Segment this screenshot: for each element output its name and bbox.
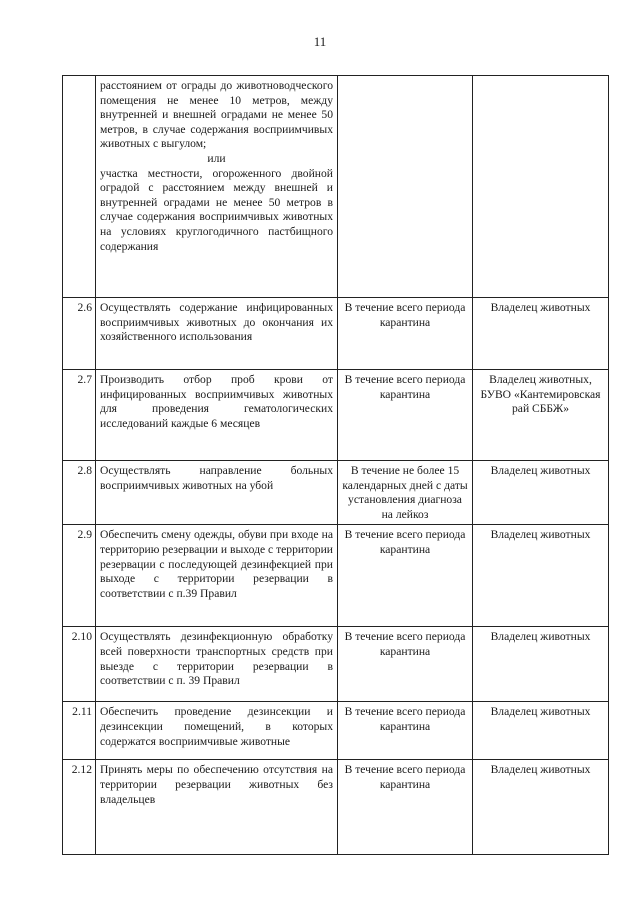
row-term: В течение не более 15 календарных дней с даты установления диагноза на лейкоз	[338, 461, 473, 525]
row-responsible: Владелец животных	[473, 461, 609, 525]
table-row	[63, 370, 609, 461]
table-row	[63, 627, 609, 702]
row-description: Осуществлять дезинфекционную обработку всей поверхности транспортных средств при выезде с территории резервации в соответствии с п. 39 Правил	[96, 627, 338, 702]
description-part: участка местности, огороженного двойной оградой с расстоянием между внешней и внутренней оградами не менее 50 метров в случае содержания восприимчивых животных на условиях круглогодичного пастбищного содержания	[100, 166, 333, 253]
row-responsible: Владелец животных, БУВО «Кантемировская рай СББЖ»	[473, 370, 609, 461]
row-responsible: Владелец животных	[473, 627, 609, 702]
row-number: 2.11	[63, 702, 96, 760]
row-number: 2.8	[63, 461, 96, 525]
table-row	[63, 702, 609, 760]
row-description	[96, 76, 338, 298]
row-term: В течение всего периода карантина	[338, 525, 473, 627]
row-number: 2.10	[63, 627, 96, 702]
page-number: 11	[313, 34, 327, 49]
row-description: Осуществлять содержание инфицированных восприимчивых животных до окончания их хозяйственного использования	[96, 298, 338, 370]
row-description: Обеспечить смену одежды, обуви при входе на территорию резервации и выходе с территории резервации с последующей дезинфекцией при выходе с территории резервации в соответствии с п.39 Правил	[96, 525, 338, 627]
row-number: 2.12	[63, 760, 96, 855]
description-part: расстоянием от ограды до животноводческого помещения не менее 10 метров, между внутренней и внешней оградами не менее 50 метров, в случае содержания восприимчивых животных с выгулом;	[100, 79, 333, 151]
row-term: В течение всего периода карантина	[338, 702, 473, 760]
row-number: 2.6	[63, 298, 96, 370]
row-responsible: Владелец животных	[473, 760, 609, 855]
row-number	[63, 76, 96, 298]
table-row	[63, 461, 609, 525]
row-responsible: Владелец животных	[473, 298, 609, 370]
measures-table	[62, 75, 609, 855]
row-term: В течение всего периода карантина	[338, 370, 473, 461]
row-responsible	[473, 76, 609, 298]
table-row	[63, 525, 609, 627]
row-responsible: Владелец животных	[473, 702, 609, 760]
row-responsible: Владелец животных	[473, 525, 609, 627]
row-term	[338, 76, 473, 298]
row-term: В течение всего периода карантина	[338, 627, 473, 702]
row-term: В течение всего периода карантина	[338, 298, 473, 370]
row-description: Обеспечить проведение дезинсекции и дезинсекции помещений, в которых содержатся восприимчивые животные	[96, 702, 338, 760]
row-number: 2.9	[63, 525, 96, 627]
row-description: Принять меры по обеспечению отсутствия на территории резервации животных без владельцев	[96, 760, 338, 855]
row-description: Осуществлять направление больных восприимчивых животных на убой	[96, 461, 338, 525]
row-description: Производить отбор проб крови от инфицированных восприимчивых животных для проведения гематологических исследований каждые 6 месяцев	[96, 370, 338, 461]
row-term: В течение всего периода карантина	[338, 760, 473, 855]
description-or: или	[207, 151, 226, 165]
table-row	[63, 298, 609, 370]
table-row	[63, 760, 609, 855]
row-number: 2.7	[63, 370, 96, 461]
table-row	[63, 76, 609, 298]
